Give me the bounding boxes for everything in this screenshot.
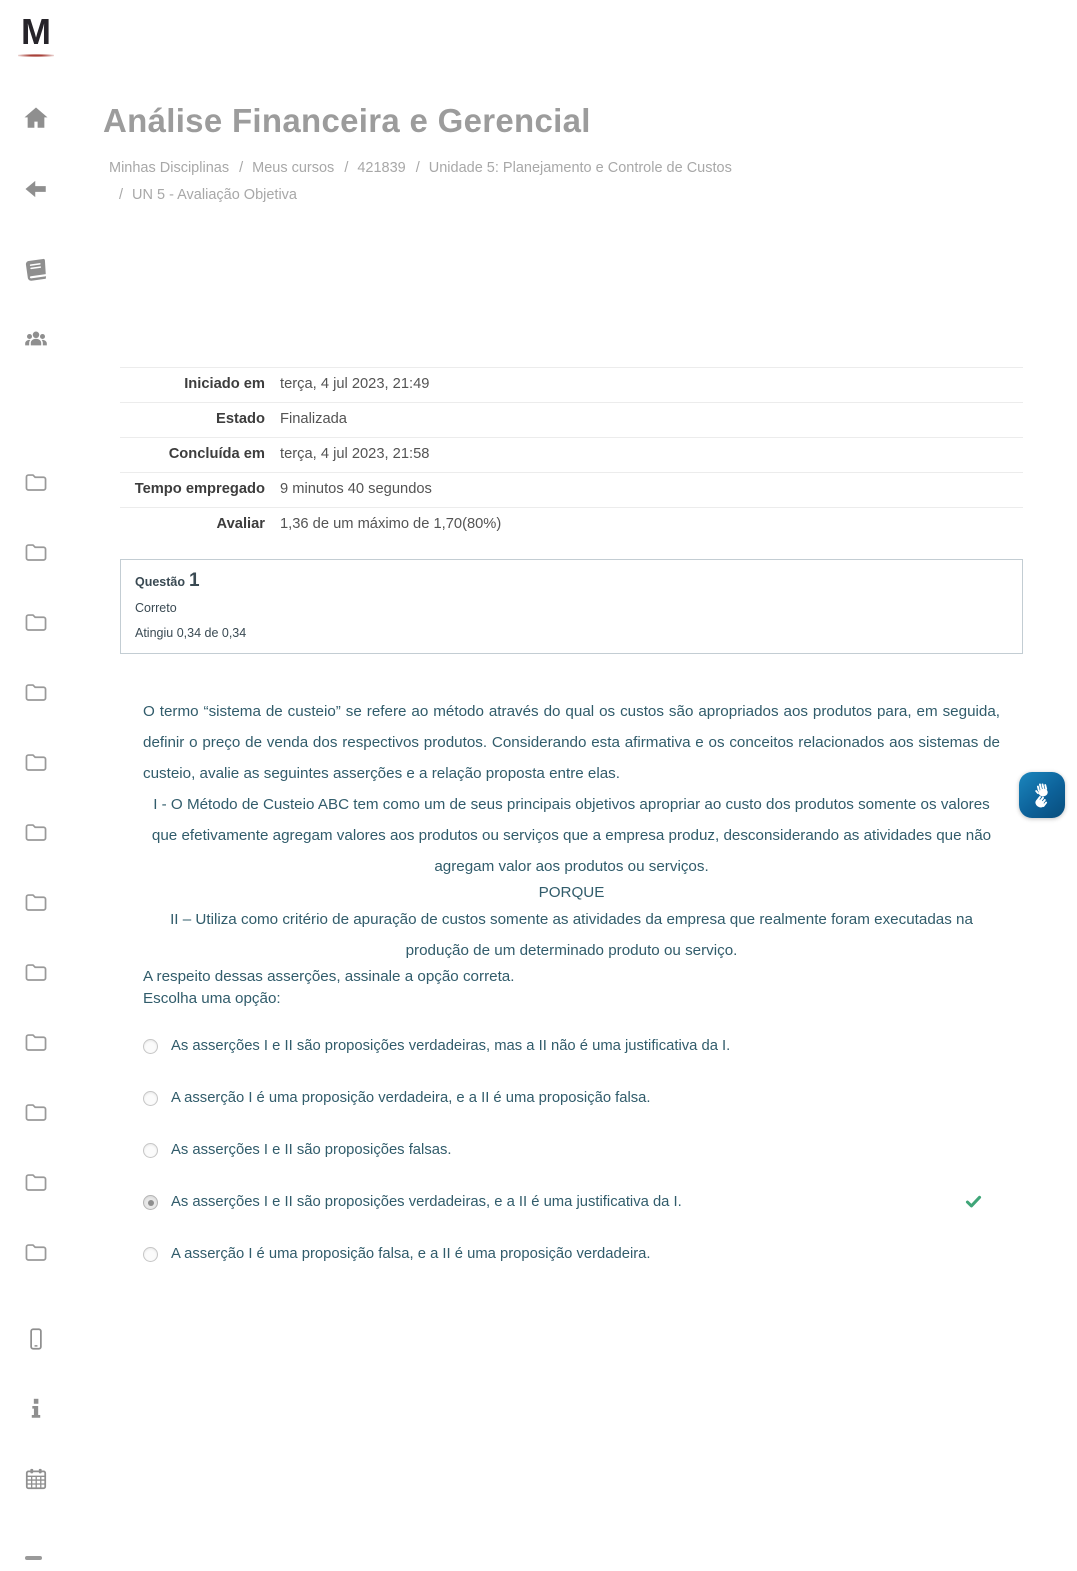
folder-icon[interactable] (23, 539, 49, 565)
radio-button[interactable] (143, 1143, 158, 1158)
moodle-logo[interactable]: M (21, 11, 51, 52)
folder-icon[interactable] (23, 1029, 49, 1055)
question-grade: Atingiu 0,34 de 0,34 (135, 626, 247, 640)
question-prompt: A respeito dessas asserções, assinale a opção correta. (143, 968, 515, 985)
info-icon[interactable] (23, 1395, 49, 1421)
row-label: Estado (216, 411, 265, 427)
table-row (120, 367, 1023, 402)
row-value: terça, 4 jul 2023, 21:49 (280, 376, 430, 392)
question-number: 1 (189, 570, 200, 591)
folder-icon[interactable] (23, 819, 49, 845)
option-text: A asserção I é uma proposição falsa, e a II é uma proposição verdadeira. (171, 1246, 651, 1262)
assertion-1: I - O Método de Custeio ABC tem como um de seus principais objetivos apropriar ao custo dos produtos somente os valores que efetivamente agregam valores aos produtos ou serviços que a empresa produz, desconsiderando as atividades que não agregam valor aos produtos ou serviços. (151, 796, 992, 875)
answer-option[interactable] (143, 1244, 1000, 1264)
option-text: As asserções I e II são proposições verdadeiras, mas a II não é uma justificativa da I. (171, 1038, 731, 1054)
logo-underline (18, 54, 54, 57)
radio-button[interactable] (143, 1039, 158, 1054)
folder-icon[interactable] (23, 679, 49, 705)
table-row (120, 437, 1023, 472)
hands-icon (1027, 780, 1057, 810)
folder-icon[interactable] (23, 1239, 49, 1265)
option-text: A asserção I é uma proposição verdadeira, e a II é uma proposição falsa. (171, 1090, 651, 1106)
row-value: 1,36 de um máximo de 1,70(80%) (280, 516, 502, 532)
radio-button[interactable] (143, 1195, 158, 1210)
option-text: As asserções I e II são proposições falsas. (171, 1142, 452, 1158)
assertion-connector: PORQUE (538, 884, 605, 901)
option-text: As asserções I e II são proposições verdadeiras, e a II é uma justificativa da I. (171, 1194, 682, 1210)
radio-button[interactable] (143, 1247, 158, 1262)
breadcrumb-link[interactable]: UN 5 - Avaliação Objetiva (132, 187, 297, 203)
breadcrumb-link[interactable]: Minhas Disciplinas (109, 160, 230, 176)
folder-icon[interactable] (23, 1169, 49, 1195)
sidebar-partial-icon (25, 1556, 42, 1560)
breadcrumb-link[interactable]: Unidade 5: Planejamento e Controle de Custos (428, 160, 732, 176)
question-intro: O termo “sistema de custeio” se refere ao método através do qual os custos são apropriados aos produtos para, em seguida, definir o preço de venda dos respectivos produtos. Considerando esta afirmativa e os conceitos relacionados aos sistemas de custeio, avalie as seguintes asserções e a relação proposta entre elas. (143, 703, 1000, 782)
row-value: 9 minutos 40 segundos (280, 481, 432, 497)
row-label: Tempo empregado (134, 481, 265, 497)
attempt-summary-table (120, 367, 1023, 542)
assertion-2: II – Utiliza como critério de apuração de custos somente as atividades da empresa que realmente foram executadas na produção de um determinado produto ou serviço. (170, 911, 973, 959)
table-row (120, 472, 1023, 507)
row-label: Iniciado em (184, 376, 265, 392)
radio-button[interactable] (143, 1091, 158, 1106)
breadcrumb: Minhas Disciplinas / Meus cursos / 421839 / Unidade 5: Planejamento e Controle de Custos/ UN 5 - Avaliação Objetiva (109, 160, 732, 203)
folder-icon[interactable] (23, 469, 49, 495)
question-body (143, 696, 1000, 1264)
answer-option[interactable] (143, 1140, 1000, 1160)
row-value: terça, 4 jul 2023, 21:58 (280, 446, 430, 462)
folder-icon[interactable] (23, 749, 49, 775)
question-status: Correto (135, 601, 177, 615)
breadcrumb-link[interactable]: 421839 (357, 160, 406, 176)
correct-check-icon (965, 1193, 982, 1210)
folder-icon[interactable] (23, 609, 49, 635)
mobile-icon[interactable] (23, 1326, 49, 1352)
answer-options (143, 1036, 1000, 1264)
choose-option-label: Escolha uma opção: (143, 990, 281, 1007)
row-value: Finalizada (280, 411, 347, 427)
answer-option[interactable] (143, 1192, 1000, 1212)
question-info-box (120, 559, 1023, 654)
table-row (120, 507, 1023, 542)
answer-option[interactable] (143, 1088, 1000, 1108)
row-label: Concluída em (168, 446, 265, 462)
sidebar (0, 0, 72, 1571)
main-content (103, 0, 1025, 1296)
table-row (120, 402, 1023, 437)
users-icon[interactable] (23, 327, 49, 353)
question-label: Questão (135, 575, 186, 589)
answer-option[interactable] (143, 1036, 1000, 1056)
folder-icon[interactable] (23, 1099, 49, 1125)
breadcrumb-link[interactable]: Meus cursos (252, 160, 335, 176)
folder-icon[interactable] (23, 889, 49, 915)
folder-icon[interactable] (23, 959, 49, 985)
sign-language-accessibility-button[interactable] (1019, 772, 1065, 818)
row-label: Avaliar (216, 516, 265, 532)
home-icon[interactable] (23, 105, 49, 131)
page-title: Análise Financeira e Gerencial (103, 102, 591, 139)
back-arrow-icon[interactable] (23, 176, 49, 202)
calendar-icon[interactable] (23, 1466, 49, 1492)
book-icon[interactable] (23, 257, 49, 283)
